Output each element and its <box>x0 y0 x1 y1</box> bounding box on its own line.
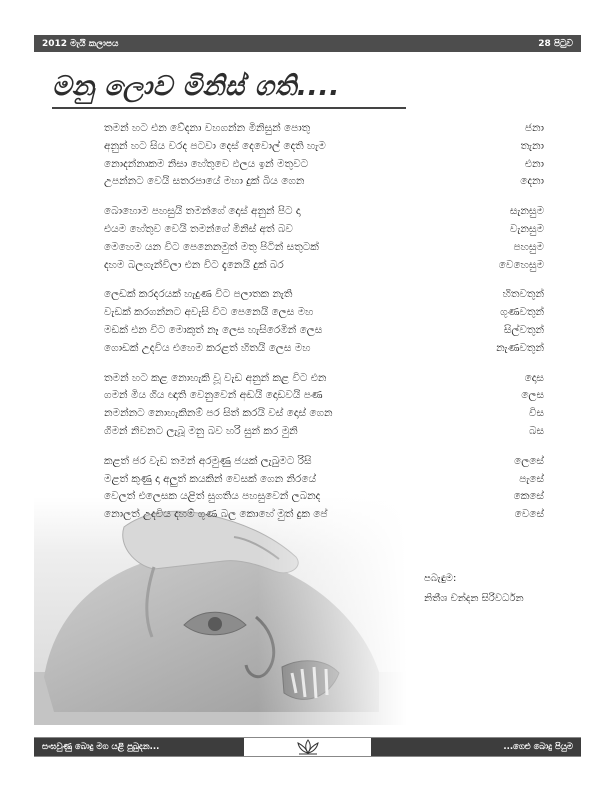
rhyme-word: වෙසේ <box>514 508 544 521</box>
rhyme-word: සැනසුම <box>509 205 544 218</box>
author-credit <box>424 569 524 609</box>
rhyme-word: ජනා <box>524 122 544 134</box>
stanza-3 <box>104 288 544 359</box>
verse-line: ගොඩක් උදවිය එහෙම කරළත් හිතයි ලෙස මහ නැණවතුන් <box>104 341 544 354</box>
footer-left-panel <box>34 738 244 756</box>
rhyme-word: වැනසුම <box>509 222 544 235</box>
verse-line: බොහොම පහසුයි තමන්ගේ දොස් අනුන් පිට දා සැනසුම <box>104 205 544 218</box>
rhyme-word: දොස <box>524 371 544 384</box>
stanza-1 <box>104 122 544 193</box>
verse-line: කළත් ජර වැඩ තමන් අරමුණු ජයක් ලැබුමට රිසි ලෙසේ <box>104 454 544 467</box>
verse-line: තමන් හට එන වේදනා වහගන්න මිනිසුන් පොතු ජනා <box>104 122 544 134</box>
issue-label: 2012 මැයි කලාපය <box>42 38 119 49</box>
verse-line: මඩක් එන විට මොකුත් නෑ ලෙස හැසිරෙමින් ලෙස සිල්වතුන් <box>104 323 544 336</box>
stanza-4 <box>104 372 544 443</box>
verse-line: නොලත් උදවිය දහම් ගුණ බල කොහේ මුත් දුක පේ වෙසේ <box>104 508 544 521</box>
lotus-icon <box>293 738 323 756</box>
page-number: 28 පිටුව <box>538 38 573 49</box>
verse-line: නොදන්නාකම නිසා හේතුවෙ ඵලය ඉන් මතුවට එනා <box>104 157 544 170</box>
verse-line: නමන්නට නොහැකිනම් පර සිත් කරයි වස් දොස් ගෙන විස <box>104 407 544 420</box>
author-name: නිතීශ චන්දන සිරිවර්ධන <box>424 593 524 604</box>
verse-line: වැඩක් කරගන්නට අවැසි විට පෙනෙයි ලෙස මහ ගුණවතුන් <box>104 306 544 319</box>
stanza-5 <box>104 455 544 526</box>
verse-line: එයම හේතුව වෙයි තමන්ගේ මිනිස් අත් බව වැනසුම <box>104 222 544 235</box>
rhyme-word: එනා <box>524 157 544 170</box>
verse-line: දහම බලගැන්විලා එන විට දැනෙයි දුක් බර වෙහෙසුම <box>104 258 544 271</box>
verse-line: උපන්නට වෙයි සතරපායේ මහා දුක් බිය ගෙන දෙනා <box>104 175 544 188</box>
rhyme-word: හිතවතුන් <box>502 288 544 301</box>
author-label: පබැඳුම: <box>424 573 457 584</box>
poem-body <box>104 122 544 538</box>
page-header-bar <box>34 35 581 52</box>
rhyme-word: වෙහෙසුම <box>498 258 544 271</box>
title-underline <box>52 107 406 109</box>
stanza-2 <box>104 205 544 276</box>
verse-line: අනුන් හට සිය වරද පටවා දෙස් දෙවොල් දෙති හැම තැනා <box>104 139 544 152</box>
rhyme-word: ලෙස <box>521 389 544 402</box>
poem-title: මනු ලොව මිනිස් ගති.... <box>52 71 340 102</box>
verse-line: වෙලත් එලෙසක යළිත් සුගතිය පහසුවෙන් ලබනද කෙසේ <box>104 490 544 503</box>
verse-line: ලෙඩක් කරදරයක් හැදුණ විට පලාතක නැති හිතවතුන් <box>104 288 544 301</box>
rhyme-word: විස <box>528 407 544 420</box>
rhyme-word: නැණවතුන් <box>496 341 544 354</box>
verse-line: තමන් හට කළ නොහැකි වූ වැඩ අනුන් කළ විට එන දොස <box>104 371 544 384</box>
rhyme-word: සිල්වතුන් <box>503 323 544 336</box>
verse-line: ගිමන් නිවනට ලැබූ මනු බව හරි සුන් කර මුනි බස <box>104 424 544 437</box>
footer-right-panel <box>371 738 581 756</box>
rhyme-word: පැසේ <box>519 472 544 485</box>
rhyme-word: දෙනා <box>520 175 544 188</box>
page-footer-bar <box>34 737 581 757</box>
verse-line: මෙහෙම යන විට පෙනෙනමුත් මතු පිටින් සතුටක් පහසුම <box>104 240 544 253</box>
verse-line: ගමන් මිය ගිය ඥාති වෙනුවෙන් අඬයි දොඩවයි පණ ලෙස <box>104 389 544 402</box>
footer-right-text: ...ගෙළු බොදු පියුම <box>503 742 573 752</box>
rhyme-word: පහසුම <box>513 240 544 253</box>
rhyme-word: ලෙසේ <box>514 454 544 467</box>
rhyme-word: කෙසේ <box>513 490 544 503</box>
rhyme-word: බස <box>528 424 544 437</box>
footer-left-text: සංඝවුණු බොදු මග යළි පුබුදන... <box>42 742 160 752</box>
rhyme-word: ගුණවතුන් <box>500 306 544 319</box>
rhyme-word: තැනා <box>520 139 544 152</box>
verse-line: මළත් කුණු දා අලුත් කයකින් වෙසක් ගෙන නිරයේ පැසේ <box>104 472 544 485</box>
